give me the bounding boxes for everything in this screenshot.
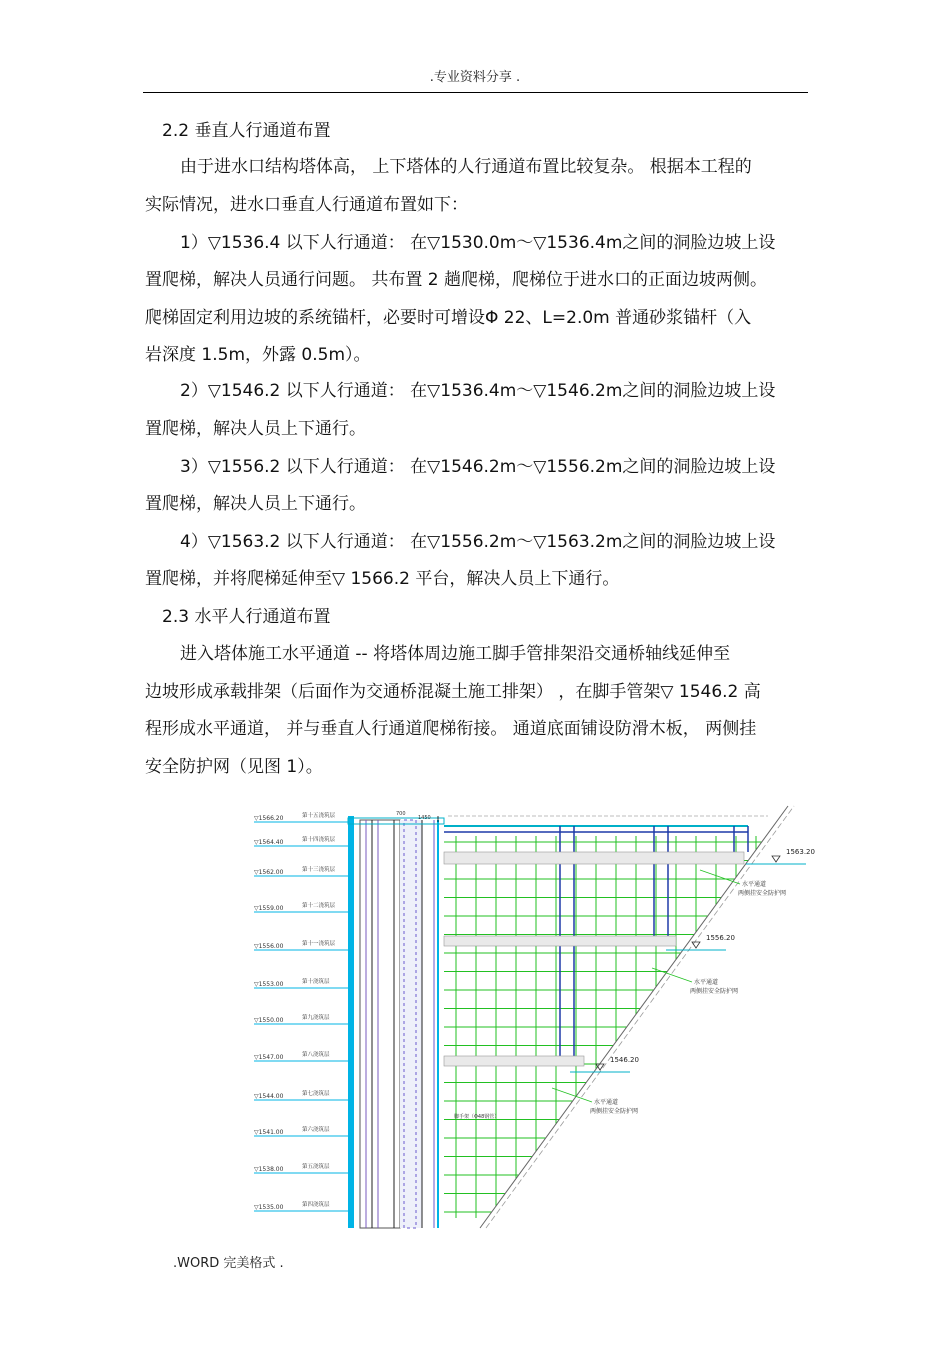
level-label: ▽1550.00	[254, 1017, 284, 1024]
header-rule	[143, 92, 808, 93]
layer-label: 第十四浇筑层	[302, 837, 336, 843]
level-label: ▽1564.40	[254, 839, 284, 846]
paragraph-line: 2）▽1546.2 以下人行通道： 在▽1536.4m～▽1546.2m之间的洞脸边坡上设	[180, 381, 776, 401]
section-heading: 2.2 垂直人行通道布置	[162, 121, 331, 141]
level-label: ▽1562.00	[254, 869, 284, 876]
level-label: ▽1556.00	[254, 943, 284, 950]
paragraph-line: 由于进水口结构塔体高， 上下塔体的人行通道布置比较复杂。 根据本工程的	[180, 157, 752, 177]
layer-label: 第八浇筑层	[302, 1052, 330, 1058]
paragraph-line: 程形成水平通道， 并与垂直人行通道爬梯衔接。 通道底面铺设防滑木板， 两侧挂	[145, 719, 757, 739]
pipe-note: 脚手架（Φ48钢管）	[454, 1114, 500, 1120]
paragraph-line: 进入塔体施工水平通道 -- 将塔体周边施工脚手管排架沿交通桥轴线延伸至	[180, 644, 731, 664]
tower-structure	[348, 816, 768, 1228]
elevation-label: 1563.20	[786, 848, 815, 856]
work-platforms	[444, 852, 744, 1066]
note-label: 水平通道	[594, 1099, 619, 1106]
paragraph-line: 置爬梯，解决人员上下通行。	[145, 419, 366, 439]
layer-label: 第十五浇筑层	[302, 813, 336, 819]
level-label: ▽1541.00	[254, 1129, 284, 1136]
paragraph-line: 置爬梯，并将爬梯延伸至▽ 1566.2 平台，解决人员上下通行。	[145, 569, 620, 589]
elevation-label: 1546.20	[610, 1056, 639, 1064]
layer-label: 第十浇筑层	[302, 979, 330, 985]
layer-label: 第六浇筑层	[302, 1127, 330, 1133]
paragraph-line: 边坡形成承载排架（后面作为交通桥混凝土施工排架） ，在脚手管架▽ 1546.2 高	[145, 682, 761, 702]
layer-label: 第九浇筑层	[302, 1015, 330, 1021]
level-label: ▽1535.00	[254, 1204, 284, 1211]
page-footer: .WORD 完美格式 .	[173, 1256, 284, 1271]
paragraph-line: 1）▽1536.4 以下人行通道： 在▽1530.0m～▽1536.4m之间的洞脸边坡上设	[180, 233, 776, 253]
elevation-marker	[772, 856, 780, 862]
note-label: 两侧挂安全防护网	[590, 1108, 639, 1115]
note-label: 两侧挂安全防护网	[690, 988, 739, 995]
note-leader	[552, 1088, 592, 1102]
page-header: .专业资料分享 .	[429, 70, 521, 85]
layer-label: 第十一浇筑层	[302, 941, 336, 947]
section-heading: 2.3 水平人行通道布置	[162, 607, 331, 627]
elevation-marker	[692, 942, 700, 948]
scaffold-grid	[444, 836, 762, 1218]
layer-label: 第七浇筑层	[302, 1091, 330, 1097]
layer-label: 第四浇筑层	[302, 1202, 330, 1208]
note-leader	[652, 968, 692, 982]
paragraph-line: 爬梯固定利用边坡的系统锚杆，必要时可增设Φ 22、L=2.0m 普通砂浆锚杆（入	[145, 308, 752, 328]
dim-label: 700	[396, 811, 406, 817]
layer-label: 第十二浇筑层	[302, 903, 336, 909]
level-label: ▽1553.00	[254, 981, 284, 988]
elevation-label: 1556.20	[706, 934, 735, 942]
note-label: 两侧挂安全防护网	[738, 890, 787, 897]
layer-label: 第十三浇筑层	[302, 867, 336, 873]
level-label: ▽1538.00	[254, 1166, 284, 1173]
paragraph-line: 4）▽1563.2 以下人行通道： 在▽1556.2m～▽1563.2m之间的洞脸边坡上设	[180, 532, 776, 552]
paragraph-line: 置爬梯，解决人员通行问题。 共布置 2 趟爬梯，爬梯位于进水口的正面边坡两侧。	[145, 270, 768, 290]
level-label: ▽1566.20	[254, 815, 284, 822]
paragraph-line: 3）▽1556.2 以下人行通道： 在▽1546.2m～▽1556.2m之间的洞脸边坡上设	[180, 457, 776, 477]
layer-label: 第五浇筑层	[302, 1164, 330, 1170]
paragraph-line: 实际情况，进水口垂直人行通道布置如下：	[145, 195, 468, 215]
note-leader	[700, 870, 740, 884]
level-label: ▽1559.00	[254, 905, 284, 912]
note-label: 水平通道	[742, 881, 767, 888]
note-label: 水平通道	[694, 979, 719, 986]
paragraph-line: 置爬梯，解决人员上下通行。	[145, 494, 366, 514]
scaffold-figure	[248, 806, 815, 1230]
level-label: ▽1547.00	[254, 1054, 284, 1061]
paragraph-line: 岩深度 1.5m，外露 0.5m）。	[145, 345, 371, 365]
paragraph-line: 安全防护网（见图 1）。	[145, 757, 323, 777]
rock-slope	[480, 806, 794, 1228]
level-label: ▽1544.00	[254, 1093, 284, 1100]
dim-label: 1450	[418, 815, 431, 821]
